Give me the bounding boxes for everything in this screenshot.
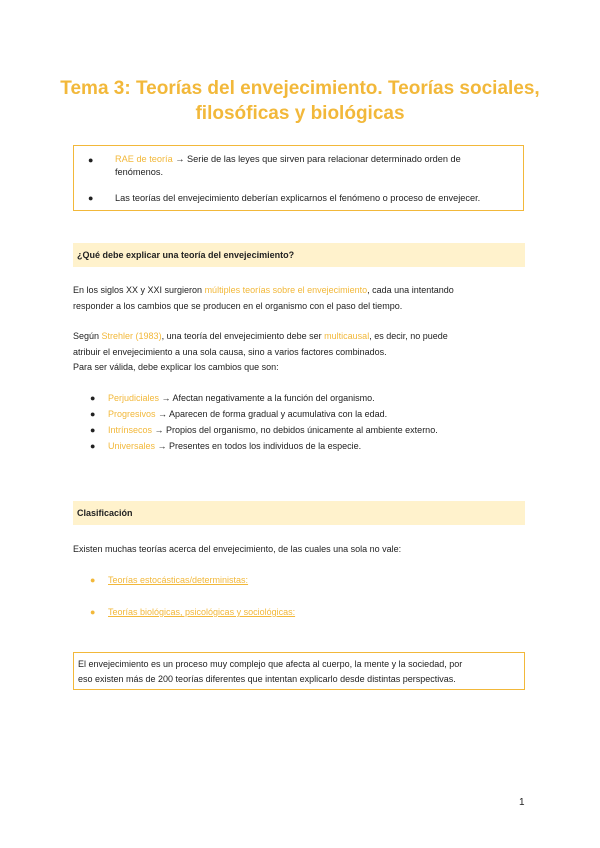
- note-line-1: El envejecimiento es un proceso muy complejo que afecta al cuerpo, la mente y la sociedad, por: [78, 659, 463, 669]
- section-heading: Clasificación: [77, 508, 133, 518]
- text: , cada una intentando: [367, 285, 454, 295]
- list-desc: → Presentes en todos los individuos de la especie.: [155, 441, 362, 451]
- note-line-2: eso existen más de 200 teorías diferentes que intentan explicarlo desde distintas perspectivas.: [78, 674, 456, 684]
- theory-link[interactable]: Teorías estocásticas/deterministas:: [108, 575, 249, 585]
- bullet-icon: ●: [90, 393, 96, 403]
- intro-item-1-text-2: fenómenos.: [115, 167, 164, 177]
- page-title: [60, 76, 540, 126]
- section-heading-bar: [73, 243, 525, 267]
- text: atribuir el envejecimiento a una sola causa, sino a varios factores combinados.: [73, 346, 387, 357]
- bullet-icon: ●: [90, 575, 96, 585]
- text: Según: [73, 331, 102, 341]
- theory-link[interactable]: Teorías biológicas, psicológicas y sociológicas:: [108, 607, 296, 617]
- paragraph: [73, 283, 454, 314]
- intro-item-1-text: Serie de las leyes que sirven para relacionar determinado orden de: [187, 154, 461, 164]
- list-desc: → Aparecen de forma gradual y acumulativa con la edad.: [155, 409, 388, 419]
- section-heading: ¿Qué debe explicar una teoría del envejecimiento?: [77, 250, 295, 260]
- bullet-icon: ●: [90, 425, 96, 435]
- list-item: [108, 408, 387, 421]
- page-number: 1: [519, 797, 525, 808]
- bullet-icon: ●: [88, 193, 94, 203]
- highlight-text: multicausal: [324, 331, 370, 341]
- intro-item-1: [115, 153, 515, 179]
- list-term: Progresivos: [108, 409, 156, 419]
- list-term: Perjudiciales: [108, 393, 160, 403]
- intro-box: [73, 145, 524, 211]
- text: responder a los cambios que se producen en el organismo con el paso del tiempo.: [73, 300, 403, 311]
- highlight-text: múltiples teorías sobre el envejecimiento: [204, 285, 368, 295]
- highlight-text: Strehler (1983): [101, 331, 162, 341]
- intro-item-2: Las teorías del envejecimiento deberían explicarnos el fenómeno o proceso de envejecer.: [115, 193, 481, 203]
- list-term: Universales: [108, 441, 156, 451]
- arrow-text: →: [172, 154, 188, 164]
- bullet-icon: ●: [90, 441, 96, 451]
- list-item: [108, 392, 375, 405]
- text: , es decir, no puede: [369, 331, 448, 341]
- text: En los siglos XX y XXI surgieron: [73, 285, 205, 295]
- bullet-icon: ●: [88, 155, 94, 165]
- list-item: [108, 424, 438, 437]
- bullet-icon: ●: [90, 409, 96, 419]
- paragraph: Existen muchas teorías acerca del envejecimiento, de las cuales una sola no vale:: [73, 544, 402, 554]
- list-desc: → Propios del organismo, no debidos únicamente al ambiente externo.: [152, 425, 438, 435]
- title-line-2: filosóficas y biológicas: [195, 103, 405, 124]
- bullet-icon: ●: [90, 607, 96, 617]
- list-item: [108, 440, 361, 453]
- section-heading-bar: [73, 501, 525, 525]
- note-box: [73, 652, 525, 690]
- list-term: Intrínsecos: [108, 425, 153, 435]
- list-desc: → Afectan negativamente a la función del organismo.: [159, 393, 375, 403]
- title-line-1: Tema 3: Teorías del envejecimiento. Teorías sociales,: [60, 78, 540, 99]
- text: , una teoría del envejecimiento debe ser: [161, 331, 325, 341]
- paragraph: [73, 329, 448, 376]
- rae-link[interactable]: RAE de teoría: [115, 154, 173, 164]
- text: Para ser válida, debe explicar los cambios que son:: [73, 362, 279, 372]
